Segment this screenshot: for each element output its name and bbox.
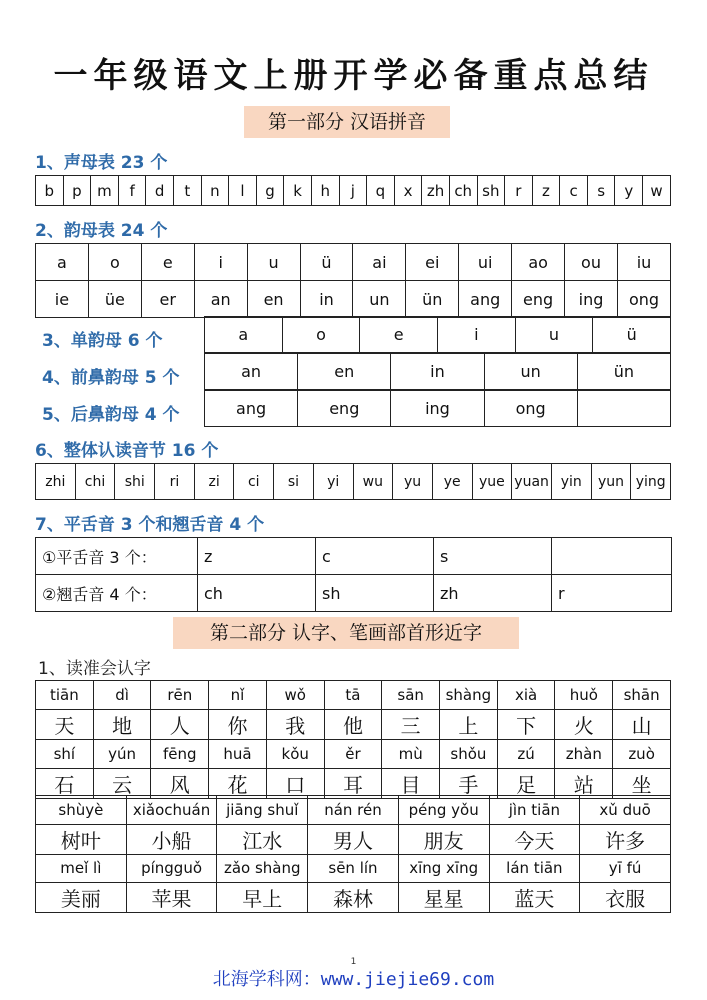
back-nasal-cell bbox=[577, 391, 670, 427]
character-cell: 手 bbox=[440, 769, 498, 799]
initial-cell: n bbox=[201, 176, 229, 206]
initial-cell: p bbox=[63, 176, 91, 206]
final-cell: ong bbox=[617, 281, 670, 318]
section-simple-finals-heading: 3、单韵母 6 个 bbox=[42, 331, 163, 351]
pinyin-cell: rēn bbox=[151, 681, 209, 710]
part-one-heading: 第一部分 汉语拼音 bbox=[244, 106, 450, 138]
back-nasal-cell: ong bbox=[484, 391, 577, 427]
tongue-cell: z bbox=[198, 538, 316, 575]
pinyin-cell: nǐ bbox=[209, 681, 267, 710]
word-cell: 星星 bbox=[398, 883, 489, 913]
pinyin-cell: jìn tiān bbox=[489, 796, 580, 825]
initial-cell: ch bbox=[449, 176, 477, 206]
character-cell: 云 bbox=[93, 769, 151, 799]
pinyin-cell: mù bbox=[382, 740, 440, 769]
pinyin-cell: sān bbox=[382, 681, 440, 710]
final-cell: ing bbox=[565, 281, 618, 318]
page-title: 一年级语文上册开学必备重点总结 bbox=[53, 56, 654, 96]
subsection-recognize-chars-heading: 1、读准会认字 bbox=[38, 659, 151, 679]
pinyin-cell: nán rén bbox=[308, 796, 399, 825]
final-cell: ai bbox=[353, 244, 406, 281]
word-cell: 今天 bbox=[489, 824, 580, 854]
simple-final-cell: o bbox=[282, 317, 360, 353]
final-cell: ün bbox=[406, 281, 459, 318]
pinyin-cell: píngguǒ bbox=[126, 854, 217, 883]
syllable-cell: yi bbox=[313, 464, 353, 500]
tongue-cell: s bbox=[434, 538, 552, 575]
words-table bbox=[35, 795, 671, 913]
tongue-cell: ②翘舌音 4 个： bbox=[36, 575, 198, 612]
tongue-sounds-table bbox=[35, 537, 672, 612]
whole-syllables-table bbox=[35, 463, 671, 500]
pinyin-cell: shí bbox=[36, 740, 94, 769]
simple-final-cell: ü bbox=[593, 317, 671, 353]
section-initials-heading: 1、声母表 23 个 bbox=[35, 153, 168, 173]
initial-cell: y bbox=[615, 176, 643, 206]
pinyin-cell: shùyè bbox=[36, 796, 127, 825]
initial-cell: x bbox=[394, 176, 422, 206]
final-cell: o bbox=[88, 244, 141, 281]
front-nasal-cell: in bbox=[391, 354, 484, 390]
pinyin-cell: shǒu bbox=[440, 740, 498, 769]
pinyin-cell: dì bbox=[93, 681, 151, 710]
word-cell: 美丽 bbox=[36, 883, 127, 913]
character-cell: 他 bbox=[324, 710, 382, 740]
syllable-cell: ri bbox=[155, 464, 195, 500]
pinyin-cell: fēng bbox=[151, 740, 209, 769]
character-cell: 站 bbox=[555, 769, 613, 799]
pinyin-cell: péng yǒu bbox=[398, 796, 489, 825]
initials-table bbox=[35, 175, 671, 206]
character-cell: 下 bbox=[497, 710, 555, 740]
tongue-cell: ①平舌音 3 个： bbox=[36, 538, 198, 575]
character-cell: 风 bbox=[151, 769, 209, 799]
front-nasal-cell: en bbox=[298, 354, 391, 390]
final-cell: er bbox=[141, 281, 194, 318]
initial-cell: m bbox=[91, 176, 119, 206]
pinyin-cell: huǒ bbox=[555, 681, 613, 710]
final-cell: in bbox=[300, 281, 353, 318]
tongue-cell: c bbox=[316, 538, 434, 575]
back-nasal-cell: ang bbox=[205, 391, 298, 427]
final-cell: ie bbox=[36, 281, 89, 318]
syllable-cell: yu bbox=[393, 464, 433, 500]
pinyin-cell: zhàn bbox=[555, 740, 613, 769]
word-cell: 森林 bbox=[308, 883, 399, 913]
final-cell: ang bbox=[459, 281, 512, 318]
initial-cell: h bbox=[311, 176, 339, 206]
syllable-cell: yin bbox=[551, 464, 591, 500]
character-cell: 人 bbox=[151, 710, 209, 740]
initial-cell: z bbox=[532, 176, 560, 206]
initial-cell: s bbox=[587, 176, 615, 206]
syllable-cell: wu bbox=[353, 464, 393, 500]
initial-cell: w bbox=[643, 176, 671, 206]
final-cell: ou bbox=[565, 244, 618, 281]
character-cell: 山 bbox=[613, 710, 671, 740]
pinyin-cell: zǎo shàng bbox=[217, 854, 308, 883]
finals-table bbox=[35, 243, 671, 318]
pinyin-cell: zuò bbox=[613, 740, 671, 769]
character-cell: 目 bbox=[382, 769, 440, 799]
word-cell: 朋友 bbox=[398, 824, 489, 854]
final-cell: un bbox=[353, 281, 406, 318]
character-cell: 地 bbox=[93, 710, 151, 740]
front-nasal-cell: un bbox=[484, 354, 577, 390]
pinyin-cell: xǔ duō bbox=[580, 796, 671, 825]
pinyin-cell: meǐ lì bbox=[36, 854, 127, 883]
final-cell: üe bbox=[88, 281, 141, 318]
syllable-cell: ying bbox=[631, 464, 671, 500]
pinyin-cell: jiāng shuǐ bbox=[217, 796, 308, 825]
final-cell: a bbox=[36, 244, 89, 281]
character-cell: 耳 bbox=[324, 769, 382, 799]
syllable-cell: zhi bbox=[36, 464, 76, 500]
word-cell: 小船 bbox=[126, 824, 217, 854]
final-cell: e bbox=[141, 244, 194, 281]
character-cell: 坐 bbox=[613, 769, 671, 799]
syllable-cell: yun bbox=[591, 464, 631, 500]
initial-cell: g bbox=[256, 176, 284, 206]
section-front-nasal-heading: 4、前鼻韵母 5 个 bbox=[42, 368, 180, 388]
syllable-cell: ci bbox=[234, 464, 274, 500]
character-cell: 天 bbox=[36, 710, 94, 740]
pinyin-cell: kǒu bbox=[266, 740, 324, 769]
final-cell: ü bbox=[300, 244, 353, 281]
initial-cell: f bbox=[118, 176, 146, 206]
syllable-cell: chi bbox=[75, 464, 115, 500]
final-cell: en bbox=[247, 281, 300, 318]
character-cell: 石 bbox=[36, 769, 94, 799]
character-cell: 足 bbox=[497, 769, 555, 799]
tongue-cell: zh bbox=[434, 575, 552, 612]
front-nasal-cell: an bbox=[205, 354, 298, 390]
pinyin-cell: wǒ bbox=[266, 681, 324, 710]
tongue-cell bbox=[552, 538, 672, 575]
back-nasal-cell: ing bbox=[391, 391, 484, 427]
initial-cell: k bbox=[284, 176, 312, 206]
pinyin-cell: sēn lín bbox=[308, 854, 399, 883]
pinyin-cell: ěr bbox=[324, 740, 382, 769]
character-cell: 口 bbox=[266, 769, 324, 799]
word-cell: 衣服 bbox=[580, 883, 671, 913]
word-cell: 蓝天 bbox=[489, 883, 580, 913]
section-tongue-heading: 7、平舌音 3 个和翘舌音 4 个 bbox=[35, 515, 265, 535]
syllable-cell: shi bbox=[115, 464, 155, 500]
pinyin-cell: zú bbox=[497, 740, 555, 769]
section-back-nasal-heading: 5、后鼻韵母 4 个 bbox=[42, 405, 180, 425]
tongue-cell: sh bbox=[316, 575, 434, 612]
syllable-cell: yue bbox=[472, 464, 512, 500]
character-cell: 花 bbox=[209, 769, 267, 799]
final-cell: i bbox=[194, 244, 247, 281]
tongue-cell: r bbox=[552, 575, 672, 612]
simple-final-cell: u bbox=[515, 317, 593, 353]
pinyin-cell: tiān bbox=[36, 681, 94, 710]
syllable-cell: ye bbox=[432, 464, 472, 500]
pinyin-cell: shān bbox=[613, 681, 671, 710]
character-cell: 你 bbox=[209, 710, 267, 740]
final-cell: ui bbox=[459, 244, 512, 281]
footer-site-name: 北海学科网： bbox=[212, 969, 321, 990]
initial-cell: c bbox=[560, 176, 588, 206]
pinyin-cell: yún bbox=[93, 740, 151, 769]
back-nasal-cell: eng bbox=[298, 391, 391, 427]
syllable-cell: yuan bbox=[512, 464, 552, 500]
pinyin-cell: tā bbox=[324, 681, 382, 710]
front-nasal-table bbox=[204, 353, 671, 390]
final-cell: u bbox=[247, 244, 300, 281]
pinyin-cell: xiǎochuán bbox=[126, 796, 217, 825]
initial-cell: r bbox=[505, 176, 533, 206]
pinyin-cell: lán tiān bbox=[489, 854, 580, 883]
section-whole-syllables-heading: 6、整体认读音节 16 个 bbox=[35, 441, 219, 461]
final-cell: iu bbox=[617, 244, 670, 281]
final-cell: an bbox=[194, 281, 247, 318]
initial-cell: zh bbox=[422, 176, 450, 206]
word-cell: 男人 bbox=[308, 824, 399, 854]
pinyin-cell: xīng xīng bbox=[398, 854, 489, 883]
page-number: 1 bbox=[350, 957, 357, 967]
front-nasal-cell: ün bbox=[577, 354, 670, 390]
syllable-cell: si bbox=[274, 464, 314, 500]
character-cell: 三 bbox=[382, 710, 440, 740]
section-finals-heading: 2、韵母表 24 个 bbox=[35, 221, 168, 241]
initial-cell: q bbox=[367, 176, 395, 206]
word-cell: 许多 bbox=[580, 824, 671, 854]
simple-finals-table bbox=[204, 316, 671, 353]
initial-cell: b bbox=[36, 176, 64, 206]
simple-final-cell: a bbox=[205, 317, 283, 353]
footer bbox=[0, 965, 707, 991]
character-cell: 火 bbox=[555, 710, 613, 740]
initial-cell: sh bbox=[477, 176, 505, 206]
initial-cell: d bbox=[146, 176, 174, 206]
footer-url[interactable]: www.jiejie69.com bbox=[320, 969, 495, 990]
character-cell: 上 bbox=[440, 710, 498, 740]
part-two-heading: 第二部分 认字、笔画部首形近字 bbox=[173, 617, 519, 649]
word-cell: 早上 bbox=[217, 883, 308, 913]
pinyin-cell: shàng bbox=[440, 681, 498, 710]
simple-final-cell: i bbox=[437, 317, 515, 353]
pinyin-cell: xià bbox=[497, 681, 555, 710]
characters-table bbox=[35, 680, 671, 799]
initial-cell: t bbox=[173, 176, 201, 206]
back-nasal-table bbox=[204, 390, 671, 427]
initial-cell: l bbox=[229, 176, 257, 206]
final-cell: ao bbox=[512, 244, 565, 281]
initial-cell: j bbox=[339, 176, 367, 206]
syllable-cell: zi bbox=[194, 464, 234, 500]
word-cell: 树叶 bbox=[36, 824, 127, 854]
character-cell: 我 bbox=[266, 710, 324, 740]
tongue-cell: ch bbox=[198, 575, 316, 612]
simple-final-cell: e bbox=[360, 317, 438, 353]
word-cell: 苹果 bbox=[126, 883, 217, 913]
final-cell: ei bbox=[406, 244, 459, 281]
final-cell: eng bbox=[512, 281, 565, 318]
pinyin-cell: huā bbox=[209, 740, 267, 769]
word-cell: 江水 bbox=[217, 824, 308, 854]
pinyin-cell: yī fú bbox=[580, 854, 671, 883]
